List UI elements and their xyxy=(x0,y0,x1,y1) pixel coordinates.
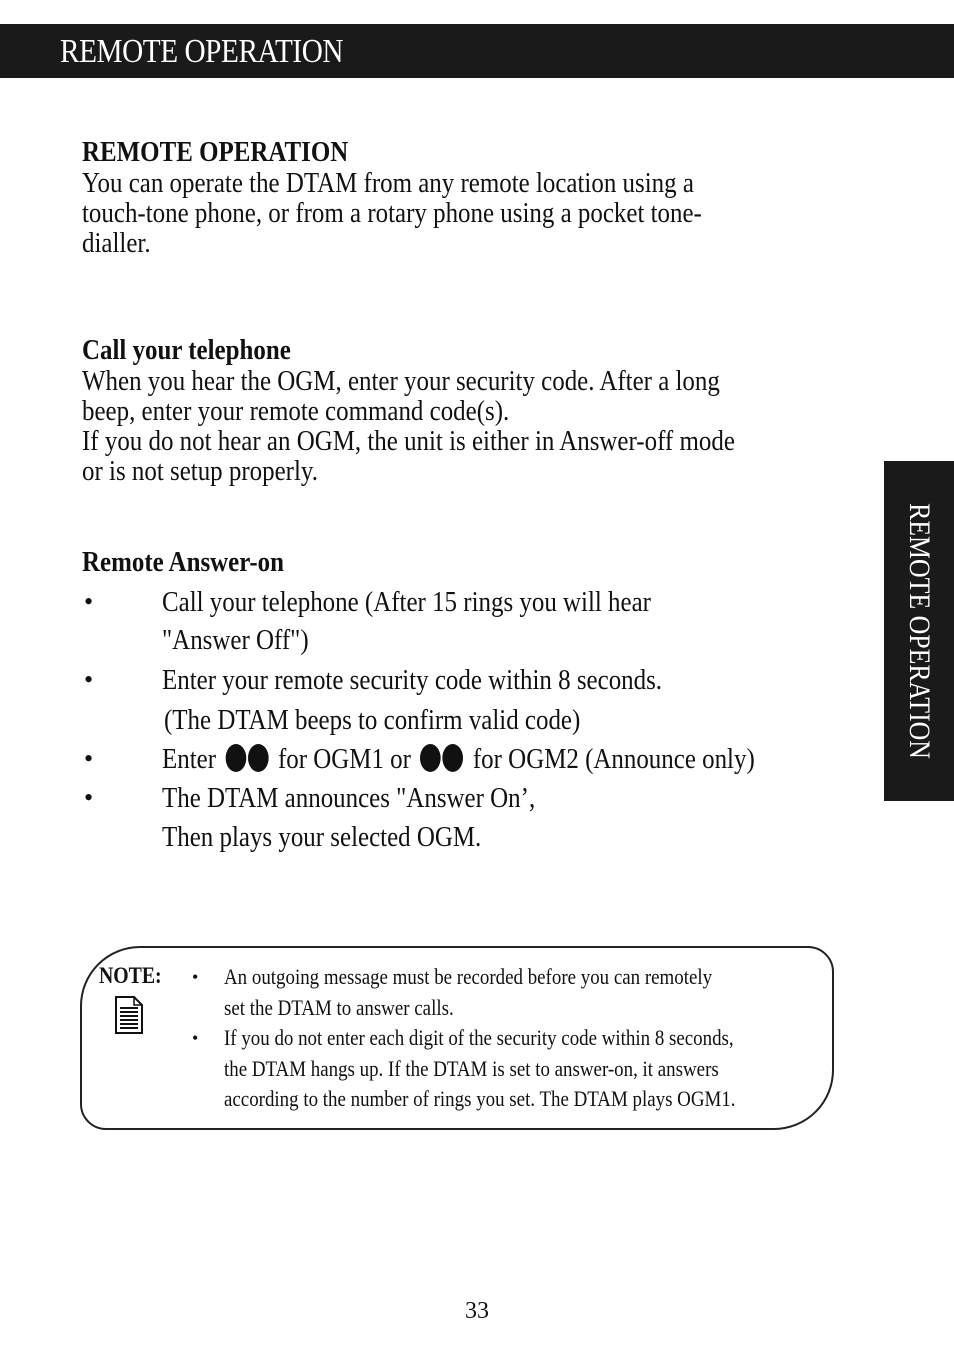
note-line: An outgoing message must be recorded before you can remotely xyxy=(224,964,713,989)
list-item-text: Then plays your selected OGM. xyxy=(162,821,482,853)
note-icon xyxy=(115,996,143,1034)
bullet-icon: • xyxy=(84,665,94,694)
key-dot-icon xyxy=(420,744,441,772)
bullet-icon: • xyxy=(192,967,199,987)
side-tab-label: REMOTE OPERATION xyxy=(903,503,936,759)
note-line: according to the number of rings you set. The DTAM plays OGM1. xyxy=(224,1086,736,1111)
page-title: REMOTE OPERATION xyxy=(60,33,344,70)
list-item xyxy=(82,584,954,624)
list-item-continuation xyxy=(82,622,954,662)
intro-section xyxy=(82,136,954,258)
note-box xyxy=(80,946,834,1130)
list-item-text: "Answer Off") xyxy=(162,624,309,656)
list-item xyxy=(82,780,954,820)
bullet-icon: • xyxy=(84,744,94,773)
list-item-text xyxy=(162,741,755,777)
intro-line: dialler. xyxy=(82,227,151,259)
keypad-keys-icon xyxy=(225,741,270,777)
note-item-text xyxy=(224,962,712,1023)
key-dot-icon xyxy=(248,744,269,772)
keypad-keys-icon xyxy=(420,741,465,777)
list-item-continuation xyxy=(82,702,954,742)
note-line: set the DTAM to answer calls. xyxy=(224,994,454,1020)
call-line: beep, enter your remote command code(s). xyxy=(82,395,510,427)
intro-line: You can operate the DTAM from any remote location using a xyxy=(82,167,694,199)
note-line: If you do not enter each digit of the security code within 8 seconds, xyxy=(224,1025,734,1050)
ogm1-text: for OGM1 or xyxy=(277,743,411,775)
list-item-text: Call your telephone (After 15 rings you will hear xyxy=(162,586,651,618)
bullet-icon: • xyxy=(192,1028,199,1048)
intro-line: touch-tone phone, or from a rotary phone using a pocket tone- xyxy=(82,197,702,229)
intro-heading: REMOTE OPERATION xyxy=(82,136,349,168)
answer-on-heading: Remote Answer-on xyxy=(82,546,285,578)
key-dot-icon xyxy=(225,744,246,772)
page-number: 33 xyxy=(465,1298,489,1324)
note-line: the DTAM hangs up. If the DTAM is set to answer-on, it answers xyxy=(224,1055,719,1081)
call-line: When you hear the OGM, enter your security code. After a long xyxy=(82,365,720,397)
call-section xyxy=(82,334,954,486)
header-bar xyxy=(0,24,954,78)
ogm2-text: for OGM2 (Announce only) xyxy=(472,743,755,775)
note-item-text xyxy=(224,1023,736,1115)
call-line: or is not setup properly. xyxy=(82,455,318,487)
list-item xyxy=(82,741,954,781)
key-dot-icon xyxy=(443,744,464,772)
list-item-text: (The DTAM beeps to confirm valid code) xyxy=(164,704,581,736)
call-line: If you do not hear an OGM, the unit is either in Answer-off mode xyxy=(82,425,735,457)
enter-text: Enter xyxy=(162,743,217,775)
list-item-continuation xyxy=(82,819,954,859)
list-item xyxy=(82,662,954,702)
bullet-icon: • xyxy=(84,783,94,812)
bullet-icon: • xyxy=(84,587,94,616)
list-item-text: The DTAM announces "Answer On’, xyxy=(162,782,536,814)
answer-on-section xyxy=(82,546,954,578)
call-heading: Call your telephone xyxy=(82,334,291,366)
list-item-text: Enter your remote security code within 8 seconds. xyxy=(162,664,663,696)
note-label: NOTE: xyxy=(99,963,162,988)
